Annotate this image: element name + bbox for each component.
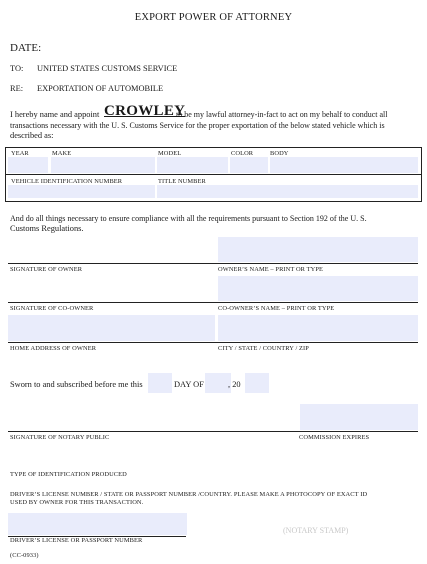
body-label: BODY — [270, 150, 289, 157]
vin-label: VEHICLE IDENTIFICATION NUMBER — [11, 178, 123, 185]
owner-signature-line — [8, 263, 418, 264]
signature-owner-label: SIGNATURE OF OWNER — [10, 266, 83, 273]
coowner-name-label: CO-OWNER’S NAME – PRINT OR TYPE — [218, 305, 335, 312]
notary-signature-line — [8, 431, 418, 432]
sworn-day-field[interactable] — [148, 373, 172, 393]
appoint-post: to be my lawful attorney-in-fact to act on my behalf to conduct all — [176, 110, 388, 119]
city-state-label: CITY / STATE / COUNTRY / ZIP — [218, 345, 309, 352]
appoint-line2: transactions necessary with the U. S. Customs Service for the proper exportation of the below stated vehicle which is — [10, 121, 385, 130]
id-type-label: TYPE OF IDENTIFICATION PRODUCED — [10, 471, 127, 478]
sworn-text: Sworn to and subscribed before me this — [10, 380, 143, 389]
model-label: MODEL — [158, 150, 182, 157]
coowner-signature-line — [8, 302, 418, 303]
model-field[interactable] — [157, 157, 228, 173]
document-title: EXPORT POWER OF ATTORNEY — [134, 12, 293, 23]
color-label: COLOR — [231, 150, 254, 157]
make-label: MAKE — [52, 150, 72, 157]
city-state-field[interactable] — [218, 315, 418, 341]
to-label: TO: — [10, 64, 24, 73]
vin-field[interactable] — [8, 185, 155, 198]
date-label: DATE: — [10, 42, 42, 54]
year-prefix: , 20 — [228, 380, 241, 389]
form-code: (CC-0933) — [10, 552, 39, 559]
compliance-line1: And do all things necessary to ensure compliance with all the requirements pursuant to Section 192 of the U. S. — [10, 214, 367, 223]
commission-label: COMMISSION EXPIRES — [299, 434, 370, 441]
to-value: UNITED STATES CUSTOMS SERVICE — [37, 64, 178, 73]
year-label: YEAR — [11, 150, 29, 157]
appoint-pre: I hereby name and appoint — [10, 110, 100, 119]
license-caption: DRIVER’S LICENSE OR PASSPORT NUMBER — [10, 537, 143, 544]
title-number-field[interactable] — [157, 185, 418, 198]
make-field[interactable] — [51, 157, 155, 173]
re-value: EXPORTATION OF AUTOMOBILE — [37, 84, 164, 93]
home-address-label: HOME ADDRESS OF OWNER — [10, 345, 97, 352]
sworn-year-field[interactable] — [245, 373, 269, 393]
coowner-name-field[interactable] — [218, 276, 418, 301]
day-of-label: DAY OF — [174, 380, 204, 389]
agent-name: CROWLEY — [104, 103, 186, 119]
signature-notary-label: SIGNATURE OF NOTARY PUBLIC — [10, 434, 110, 441]
license-line2: USED BY OWNER FOR THIS TRANSACTION. — [10, 499, 144, 506]
vehicle-table-divider — [5, 174, 422, 175]
compliance-line2: Customs Regulations. — [10, 224, 84, 233]
year-field[interactable] — [8, 157, 48, 173]
license-line1: DRIVER’S LICENSE NUMBER / STATE OR PASSPORT NUMBER /COUNTRY. PLEASE MAKE A PHOTOCOPY OF EXACT ID — [10, 491, 368, 498]
appoint-line3: described as: — [10, 131, 54, 140]
color-field[interactable] — [230, 157, 268, 173]
license-number-field[interactable] — [8, 513, 187, 535]
address-line — [8, 342, 418, 343]
body-field[interactable] — [270, 157, 418, 173]
owner-name-field[interactable] — [218, 237, 418, 262]
notary-stamp-placeholder: (NOTARY STAMP) — [283, 526, 349, 535]
owner-name-label: OWNER’S NAME – PRINT OR TYPE — [218, 266, 323, 273]
title-number-label: TITLE NUMBER — [158, 178, 206, 185]
commission-field[interactable] — [300, 404, 418, 430]
re-label: RE: — [10, 84, 24, 93]
signature-coowner-label: SIGNATURE OF CO-OWNER — [10, 305, 94, 312]
home-address-field[interactable] — [8, 315, 215, 341]
